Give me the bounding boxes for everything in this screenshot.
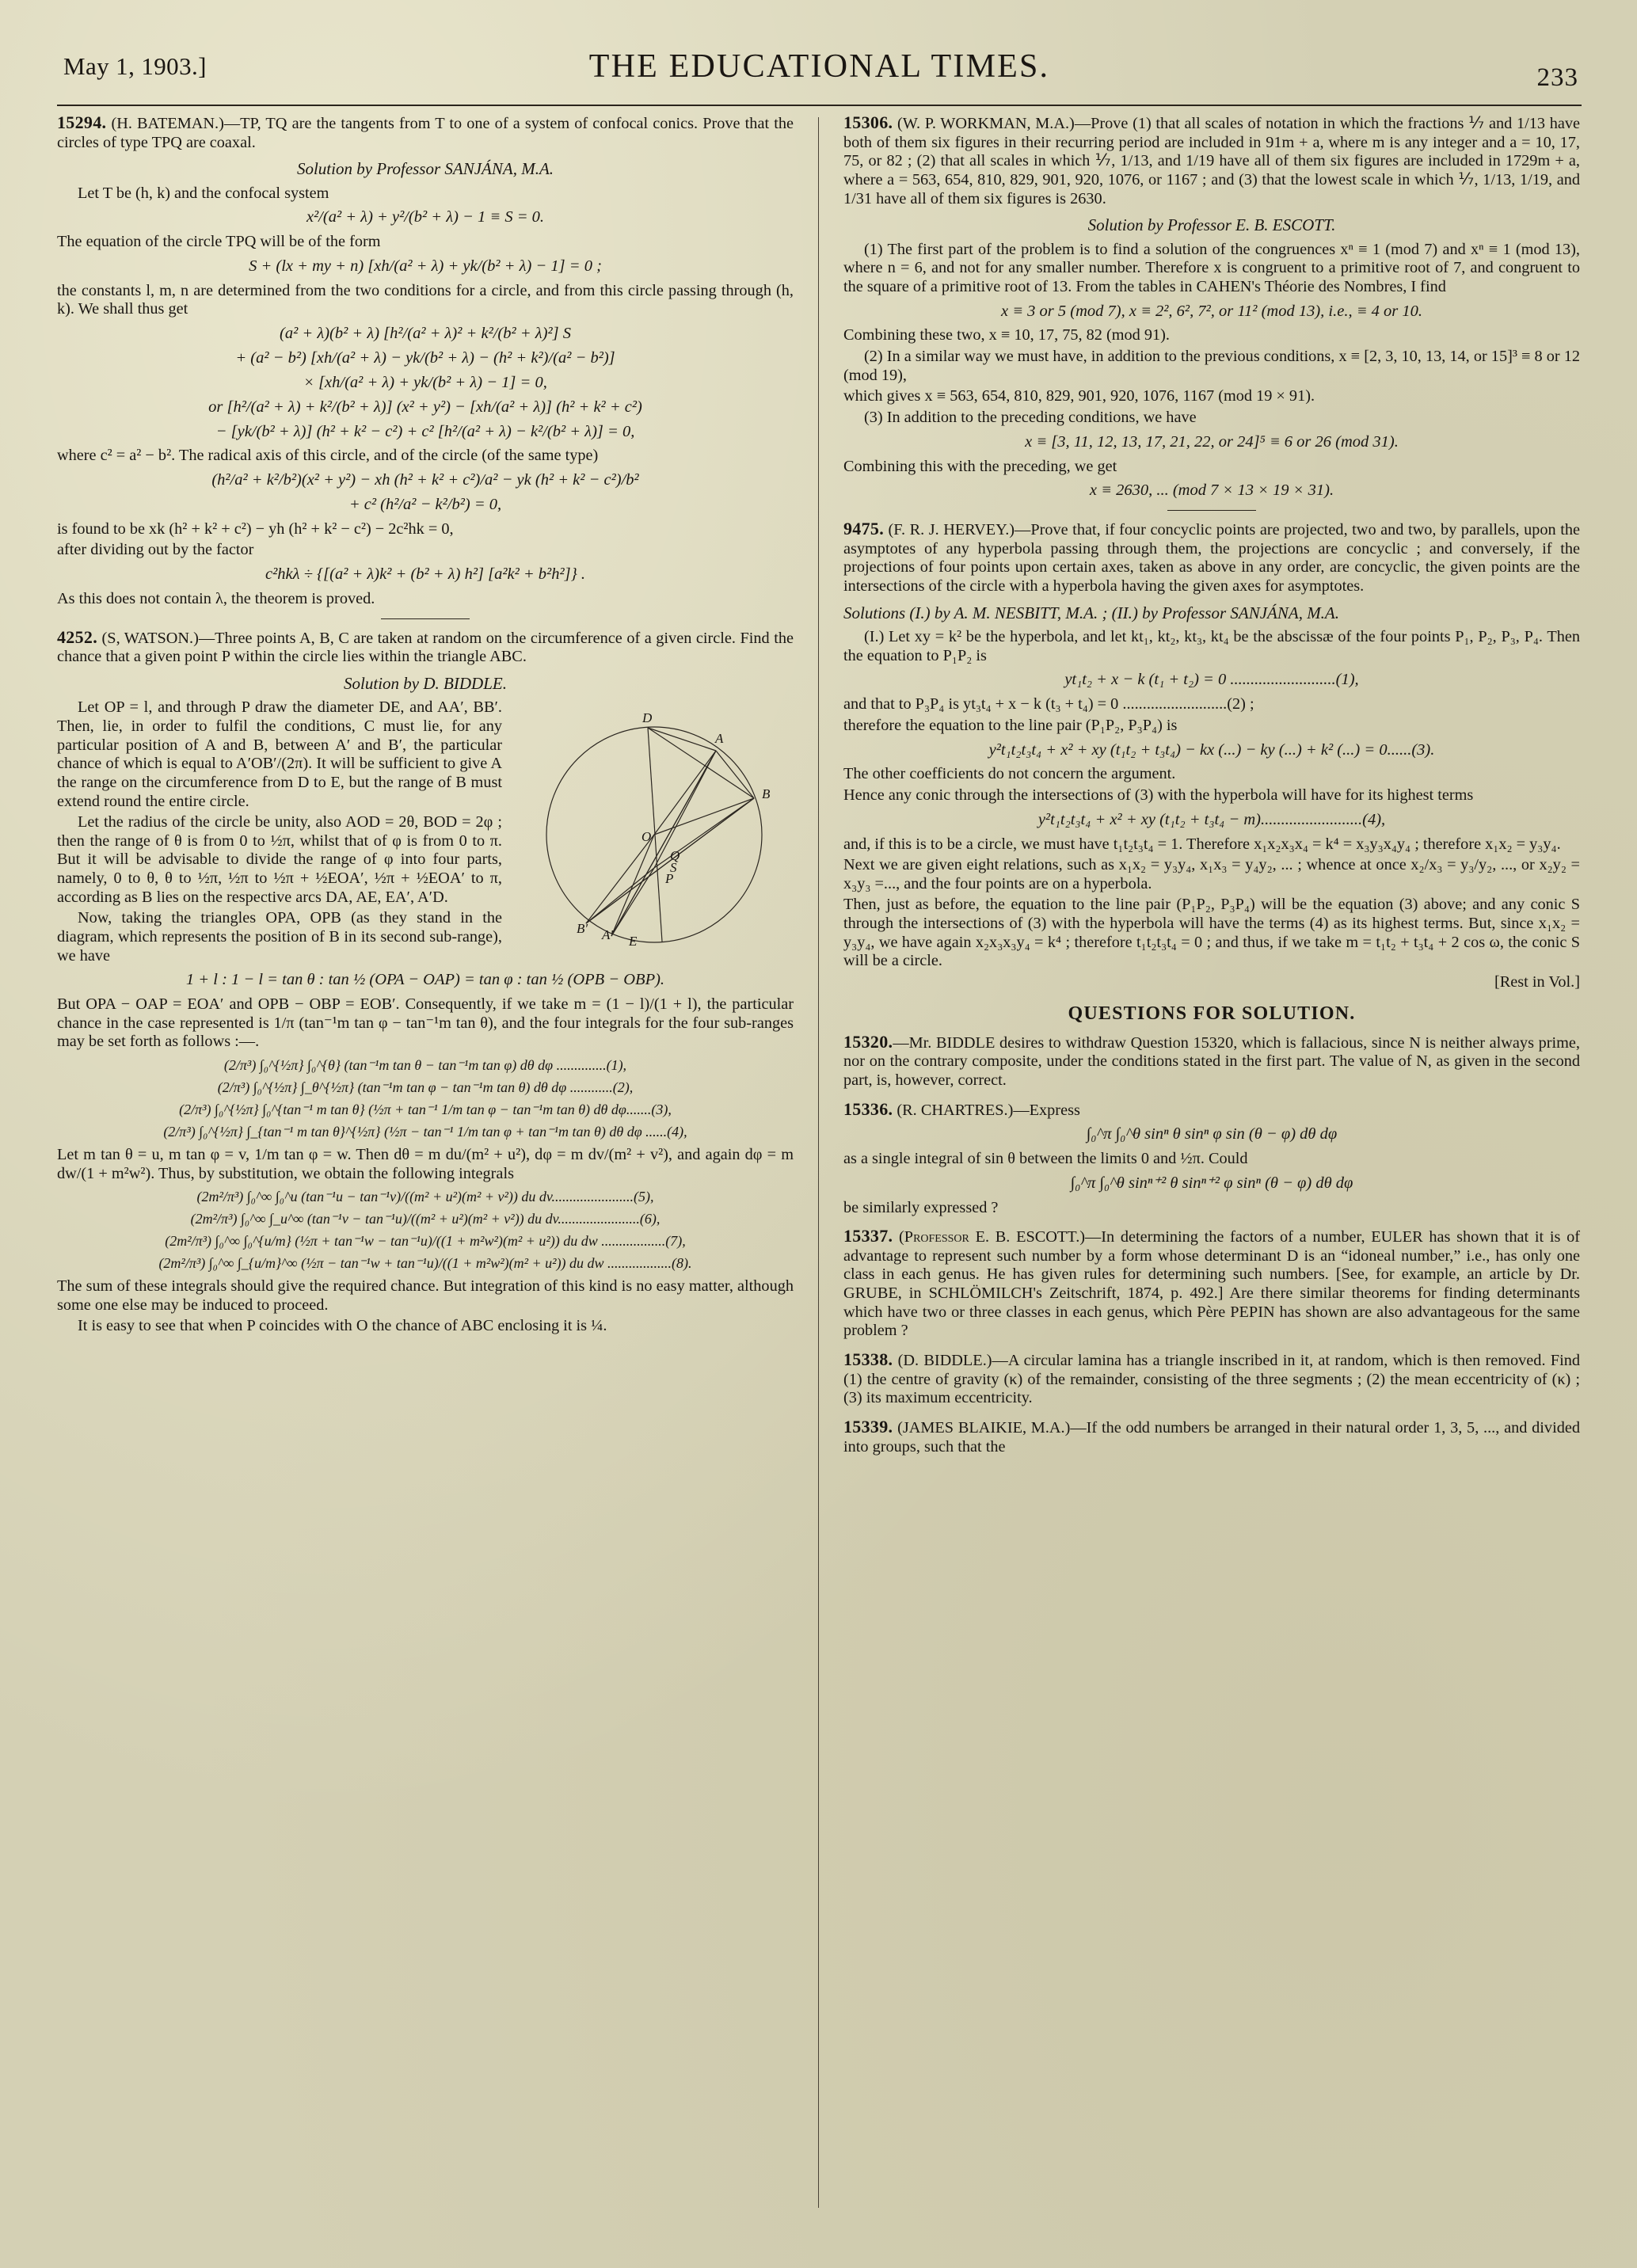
svg-text:D: D [642,710,653,726]
column-divider [818,117,819,2208]
equation: x ≡ 3 or 5 (mod 7), x ≡ 2², 6², 7², or 11² (mod 13), i.e., ≡ 4 or 10. [1000,302,1423,320]
problem-statement: —Mr. BIDDLE desires to withdraw Question 15320, which is fallacious, since N is neither always prime, nor on the contrary composite, under the conditions stated in the first part. The value of N, as given in the second part, is, however, correct. [843,1033,1580,1089]
equation: or [h²/(a² + λ) + k²/(b² + λ)] (x² + y²) − [xh/(a² + λ)] (h² + k² + c²) [208,398,642,416]
line: As this does not contain λ, the theorem is proved. [57,589,375,607]
integral-2: (2/π³) ∫₀^{½π} ∫_θ^{½π} (tan⁻¹m tan φ − tan⁻¹m tan θ) dθ dφ ............(2), [217,1079,634,1096]
rest-in-vol: [Rest in Vol.] [1494,973,1580,991]
circle-diagram [515,702,794,963]
problem-15336 [843,1099,1580,1218]
questions-heading: QUESTIONS FOR SOLUTION. [1068,1003,1356,1024]
equation: (h²/a² + k²/b²)(x² + y²) − xh (h² + k² + c²)/a² − yk (h² + k² − c²)/b² [211,471,639,489]
section-divider [1167,510,1256,511]
equation: + c² (h²/a² − k²/b²) = 0, [348,495,502,513]
problem-9475 [843,519,1580,992]
problem-number: 15294. [57,112,107,132]
problem-number: 15320. [843,1031,893,1052]
masthead-date: May 1, 1903.] [63,52,207,80]
integral-1: (2/π³) ∫₀^{½π} ∫₀^{θ} (tan⁻¹m tan θ − tan⁻¹m tan φ) dθ dφ ..............(1), [223,1057,627,1074]
integral-4: (2/π³) ∫₀^{½π} ∫_{tan⁻¹ m tan θ}^{½π} (½π − tan⁻¹ 1/m tan φ + tan⁻¹m tan θ) dθ dφ ......(4), [163,1124,687,1140]
masthead-rule [57,105,1582,106]
diagram-svg [515,702,794,963]
line: and, if this is to be a circle, we must have t₁t₂t₃t₄ = 1. Therefore x₁x₂x₃x₄ = k⁴ = x₃y₃x₄y₄ ; therefore x₁x₂ = y₃y₄. [843,835,1561,853]
paragraph: But OPA − OAP = EOA′ and OPB − OBP = EOB′. Consequently, if we take m = (1 − l)/(1 + l), the particular chance in the case represented is 1/π (tan⁻¹m tan φ − tan⁻¹m tan θ), and the four integrals for the four sub-ranges may be set forth as follows :—. [57,995,794,1051]
paragraph: which gives x ≡ 563, 654, 810, 829, 901, 920, 1076, 1167 (mod 19 × 91). [843,387,1315,405]
problem-statement: —A circular lamina has a triangle inscribed in it, at random, which is then removed. Find (1) the centre of gravity (κ) of the remainder, consisting of the three segments ; (2) the mean eccentricity of (κ) ; (3) its maximum eccentricity. [843,1352,1580,1407]
paragraph: Combining these two, x ≡ 10, 17, 75, 82 (mod 91). [843,326,1170,344]
section-divider [381,618,470,619]
equation: + (a² − b²) [xh/(a² + λ) − yk/(b² + λ) − (h² + k²)/(a² − b²)] [235,348,615,367]
problem-4252 [57,627,794,1336]
problem-attribution: (JAMES BLAIKIE, M.A.) [897,1418,1071,1437]
problem-number: 15337. [843,1226,893,1246]
integral-5: (2m²/π³) ∫₀^∞ ∫₀^u (tan⁻¹u − tan⁻¹v)/((m² + u²)(m² + v²)) du dv.......................(5), [196,1189,654,1205]
paragraph: Combining this with the preceding, we get [843,457,1117,475]
equation: y²t₁t₂t₃t₄ + x² + xy (t₁t₂ + t₃t₄ − m).........................(4), [1037,810,1386,828]
problem-number: 15338. [843,1349,893,1370]
paragraph: (1) The first part of the problem is to find a solution of the congruences xⁿ ≡ 1 (mod 7) and xⁿ ≡ 1 (mod 13), where n = 6, and not for any smaller number. Therefore x is congruent to a primitive root of 7, and congruent to the square of a primitive root of 13. From the tables in CAHEN's Théorie des Nombres, I find [843,240,1580,295]
left-column [57,112,794,2227]
solution-byline: Solution by Professor SANJÁNA, M.A. [296,159,554,179]
problem-attribution: (H. BATEMAN.) [111,115,224,132]
line: be similarly expressed ? [843,1198,999,1216]
problem-15294 [57,112,794,609]
solution-byline: Solutions (I.) by A. M. NESBITT, M.A. ; (II.) by Professor SANJÁNA, M.A. [843,603,1340,622]
problem-15339 [843,1417,1580,1456]
closing-paragraph: It is easy to see that when P coincides with O the chance of ABC enclosing it is ¼. [78,1317,607,1335]
svg-text:A′: A′ [602,927,614,943]
problem-statement: —Express [1013,1101,1080,1119]
page-inner [57,46,1582,2232]
problem-statement: —Three points A, B, C are taken at random on the circumference of a given circle. Find the chance that a given point P within the circle lies within the triangle ABC. [57,629,794,666]
equation: yt₁t₂ + x − k (t₁ + t₂) = 0 ..........................(1), [1064,671,1359,689]
problem-statement: —Prove that, if four concyclic points are projected, two and two, by parallels, upon the asymptotes of any hyperbola passing through them, the projections are concyclic ; and conversely, if the projections of four points upon certain axes, taken as above in any order, are concyclic, the given points are the intersections of the circle with a hyperbola having the given axes for asymptotes. [843,521,1580,595]
problem-number: 4252. [57,626,97,647]
integral-8: (2m²/π³) ∫₀^∞ ∫_{u/m}^∞ (½π − tan⁻¹w + tan⁻¹u)/((1 + m²w²)(m² + u²)) du dw ..................(8). [158,1255,692,1272]
integral-6: (2m²/π³) ∫₀^∞ ∫_u^∞ (tan⁻¹v − tan⁻¹u)/((m² + u²)(m² + v²)) du dv.......................(6), [190,1211,661,1227]
equation: 1 + l : 1 − l = tan θ : tan ½ (OPA − OAP) = tan φ : tan ½ (OPB − OBP). [185,971,665,989]
problem-number: 15336. [843,1098,893,1119]
line: The other coefficients do not concern the argument. [843,765,1176,783]
equation: × [xh/(a² + λ) + yk/(b² + λ) − 1] = 0, [303,373,547,391]
diagram-labels [577,710,771,949]
integral-7: (2m²/π³) ∫₀^∞ ∫₀^{u/m} (½π + tan⁻¹w − tan⁻¹u)/((1 + m²w²)(m² + u²)) du dw ..................(7), [165,1233,686,1250]
line: Let T be (h, k) and the confocal system [78,184,329,202]
equation: x ≡ [3, 11, 12, 13, 17, 21, 22, or 24]⁵ ≡ 6 or 26 (mod 31). [1025,432,1399,451]
problem-15338 [843,1349,1580,1408]
problem-15337 [843,1226,1580,1341]
page-number: 233 [1536,63,1578,92]
svg-text:E: E [629,934,638,949]
problem-attribution: (R. CHARTRES.) [897,1101,1014,1119]
masthead-title: THE EDUCATIONAL TIMES. [588,48,1050,85]
right-column [843,112,1580,2227]
problem-15320 [843,1032,1580,1090]
paragraph: Now, taking the triangles OPA, OPB (as they stand in the diagram, which represents the position of B in its second sub-range), we have [57,909,502,965]
line: Then, just as before, the equation to the line pair (P₁P₂, P₃P₄) will be the equation (3) above; and any conic S through the intersections of (3) with the hyperbola will have the terms (4) as its highest terms. But, since x₁x₂ = y₃y₄, we have again x₂x₃x₃y₄ = k⁴ ; therefore t₁t₂t₃t₄ = 0 ; and thus, if we take m = t₁t₂ + t₃t₄ + 2 cos ω, the conic S will be a circle. [843,896,1580,970]
paragraph: Let OP = l, and through P draw the diameter DE, and AA′, BB′. Then, lie, in order to fulfil the conditions, C must lie, for any particular position of A and B, between A′ and B′, the particular chance of which is equal to A′OB′/(2π). It will be sufficient to give A the range on the circumference from D to E, but the range of B must extend round the entire circle. [57,698,502,810]
equation: ∫₀^π ∫₀^θ sinⁿ⁺² θ sinⁿ⁺² φ sinⁿ (θ − φ) dθ dφ [1070,1174,1353,1192]
line: where c² = a² − b². The radical axis of this circle, and of the circle (of the same type) [57,447,599,465]
equation: x²/(a² + λ) + y²/(b² + λ) − 1 ≡ S = 0. [306,208,545,226]
line: Next we are given eight relations, such as x₁x₂ = y₃y₄, x₁x₃ = y₄y₂, ... ; whence at once x₂/x₃ = y₃/y₂, ..., or x₂y₂ = x₃y₃ =..., and the four points are on a hyperbola. [843,856,1580,892]
svg-text:B′: B′ [577,921,588,937]
line: therefore the equation to the line pair (P₁P₂, P₃P₄) is [843,716,1178,734]
equation: (a² + λ)(b² + λ) [h²/(a² + λ)² + k²/(b² + λ)²] S [280,325,571,343]
svg-text:B: B [762,786,771,802]
line: (I.) Let xy = k² be the hyperbola, and let kt₁, kt₂, kt₃, kt₄ be the abscissæ of the four points P₁, P₂, P₃, P₄. Then the equation to P₁P₂ is [843,628,1580,664]
problem-attribution: (D. BIDDLE.) [897,1352,992,1370]
problem-statement: —In determining the factors of a number, EULER has shown that it is of advantage to represent such number by a form whose determinant D is an “idoneal number,” i.e., has only one class in each genus. He has given rules for determining such numbers. [See, for example, an article by Dr. GRUBE, in SCHLÖMILCH's Zeitschrift, 1874, p. 492.] Are there similar theorems for finding determinants which have two or three classes in each genus, which Père PEPIN has shown are also advantageous for the same problem ? [843,1228,1580,1340]
integral-3: (2/π³) ∫₀^{½π} ∫₀^{tan⁻¹ m tan θ} (½π + tan⁻¹ 1/m tan φ − tan⁻¹m tan θ) dθ dφ.......(3), [179,1102,672,1118]
masthead [57,46,1582,106]
problem-number: 15339. [843,1416,893,1437]
equation: − [yk/(b² + λ)] (h² + k² − c²) + c² [h²/(a² + λ) − k²/(b² + λ)] = 0, [215,422,635,440]
line: Hence any conic through the intersections of (3) with the hyperbola will have for its highest terms [843,786,1474,805]
svg-text:Q: Q [670,848,680,864]
solution-byline: Solution by Professor E. B. ESCOTT. [1087,215,1336,235]
problem-number: 15306. [843,112,893,132]
paragraph: (3) In addition to the preceding conditions, we have [864,409,1197,427]
svg-text:S: S [670,860,677,876]
substitution-paragraph: Let m tan θ = u, m tan φ = v, 1/m tan φ = w. Then dθ = m du/(m² + u²), dφ = m dv/(m² + v²), and again dφ = m dw/(1 + m²w²). Thus, by substitution, we obtain the following integrals [57,1145,794,1182]
closing-paragraph: The sum of these integrals should give the required chance. But integration of this kind is no easy matter, although some one else may be induced to proceed. [57,1277,794,1314]
line: after dividing out by the factor [57,541,254,559]
problem-attribution: (F. R. J. HERVEY.) [888,521,1015,539]
columns [57,112,1582,2227]
equation: x ≡ 2630, ... (mod 7 × 13 × 19 × 31). [1089,481,1334,500]
problem-statement: —If the odd numbers be arranged in their natural order 1, 3, 5, ..., and divided into groups, such that the [843,1418,1580,1456]
equation: ∫₀^π ∫₀^θ sinⁿ θ sinⁿ φ sin (θ − φ) dθ dφ [1086,1125,1338,1144]
svg-text:P: P [665,871,674,887]
problem-attribution: (Professor E. B. ESCOTT.) [899,1228,1086,1246]
equation: c²hkλ ÷ {[(a² + λ)k² + (b² + λ) h²] [a²k² + b²h²]} . [265,565,586,584]
line: and that to P₃P₄ is yt₃t₄ + x − k (t₃ + t₄) = 0 ..........................(2) ; [843,695,1254,714]
problem-attribution: (S, WATSON.) [101,629,199,647]
equation: S + (lx + my + n) [xh/(a² + λ) + yk/(b² + λ) − 1] = 0 ; [249,257,602,275]
problem-statement: —TP, TQ are the tangents from T to one of a system of confocal conics. Prove that the circles of type TPQ are coaxal. [57,115,794,151]
problem-number: 9475. [843,519,884,539]
equation: y²t₁t₂t₃t₄ + x² + xy (t₁t₂ + t₃t₄) − kx (...) − ky (...) + k² (...) = 0......(3). [988,740,1435,759]
solution-byline: Solution by D. BIDDLE. [344,673,507,693]
problem-attribution: (W. P. WORKMAN, M.A.) [897,115,1075,132]
problem-15306 [843,112,1580,500]
paragraph: Let the radius of the circle be unity, also AOD = 2θ, BOD = 2φ ; then the range of θ is from 0 to ½π, whilst that of φ is from 0 to π. But it will be advisable to divide the range of φ into four parts, namely, 0 to θ, θ to ½π, ½π to ½π + ½EOA′, ½π + ½EOA′ to π, according as B lies on the respective arcs DA, AE, EA′, A′D. [57,813,502,906]
line: as a single integral of sin θ between the limits 0 and ½π. Could [843,1150,1248,1168]
paragraph: (2) In a similar way we must have, in addition to the previous conditions, x ≡ [2, 3, 10, 13, 14, or 15]³ ≡ 8 or 12 (mod 19), [843,348,1580,384]
svg-text:O: O [641,829,652,845]
line: The equation of the circle TPQ will be of the form [57,233,381,251]
problem-statement: —Prove (1) that all scales of notation in which the fractions ⅐ and 1/13 have both of them six figures in their recurring period are included in 91m + a, where m is any integer and a = 10, 17, 75, or 82 ; (2) that all scales in which ⅐, 1/13, and 1/19 have all of them six figures are included in 1729m + a, where a = 563, 654, 810, 829, 901, 920, 1076, or 1167 ; and (3) that the lowest scale in which ⅐, 1/13, 1/19, and 1/31 have all of them six figures is 2630. [843,115,1580,207]
line: is found to be xk (h² + k² + c²) − yh (h² + k² − c²) − 2c²hk = 0, [57,519,454,538]
svg-text:A: A [715,731,724,747]
line: the constants l, m, n are determined from the two conditions for a circle, and from this circle passing through (h, k). We shall thus get [57,281,794,318]
